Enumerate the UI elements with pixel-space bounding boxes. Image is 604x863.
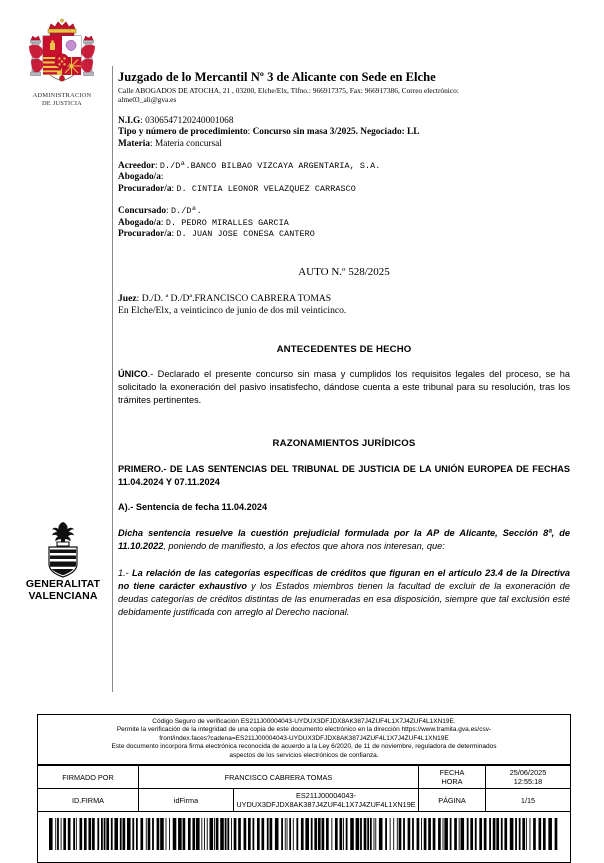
unico-label: ÚNICO bbox=[118, 369, 148, 380]
spain-caption-line2: DE JUSTICIA bbox=[41, 100, 82, 107]
procurador-concursado-row: Procurador/a: D. JUAN JOSE CONESA CANTERO bbox=[118, 229, 315, 240]
csv-line-1: Código Seguro de verificación ES211J00004043-UYDUX3DFJDX8AK387J4ZUF4L1X7J4ZUF4L1XN19E. bbox=[152, 718, 456, 725]
left-margin-column bbox=[0, 0, 112, 700]
id-firma-value-line2: UYDUX3DFJDX8AK387J4ZUF4L1X7J4ZUF4L1XN19E bbox=[236, 800, 416, 810]
materia-label: Materia bbox=[118, 138, 151, 149]
fecha-hora-label bbox=[419, 766, 486, 789]
procedure-metadata bbox=[118, 116, 570, 241]
csv-line-5: aspectos de los servicios electrónicos de confianza. bbox=[229, 751, 379, 759]
judge-row: Juez: D./D. ª D./Dª.FRANCISCO CABRERA TOMAS bbox=[118, 293, 332, 305]
nig-value: 0306547120240001068 bbox=[145, 115, 234, 126]
judge-label: Juez bbox=[118, 293, 137, 305]
punto-uno-rest: y los Estados miembros tienen la facultad de excluir de la exoneración de deudas categorías de créditos distintas de las enumeradas en esa disposición, siempre que tal exclusión esté debidamente justificada con arreglo al Derecho nacional. bbox=[118, 580, 570, 618]
signature-table bbox=[38, 765, 570, 811]
place-date: En Elche/Elx, a veinticinco de junio de dos mil veinticinco. bbox=[118, 305, 347, 317]
auto-number: AUTO N.º 528/2025 bbox=[298, 266, 390, 279]
abogado-concursado-row: Abogado/a: D. PEDRO MIRALLES GARCIA bbox=[118, 217, 289, 228]
metadata-spacer-1 bbox=[118, 150, 570, 161]
table-row-firmado-por bbox=[38, 766, 570, 789]
gva-caption-line1: GENERALITAT bbox=[25, 578, 101, 590]
court-address bbox=[118, 86, 570, 105]
pagina-value: 1/15 bbox=[486, 789, 571, 812]
punto-uno-bold: La relación de las categorías específicas de créditos que figuran en el artículo 23.4 de la Directiva no tiene carácter exhaustivo bbox=[118, 567, 571, 591]
hora-label: HORA bbox=[441, 777, 463, 787]
materia-row: Materia: Materia concursal bbox=[118, 138, 222, 149]
document-body bbox=[118, 0, 570, 620]
fecha-label: FECHA bbox=[439, 768, 465, 778]
abogado-acreedor-label: Abogado/a bbox=[118, 172, 161, 183]
nig-label: N.I.G bbox=[118, 115, 141, 126]
punto-uno-prefix: 1.- bbox=[118, 567, 133, 578]
concursado-label: Concursado bbox=[118, 206, 167, 217]
spain-emblem-caption bbox=[18, 92, 106, 108]
spain-caption-line1: ADMINISTRACION bbox=[32, 92, 92, 99]
dicha-sentencia-bold: Dicha sentencia resuelve la cuestión prejudicial formulada por la AP de Alicante, Sección 8ª, de 11.10.2022 bbox=[118, 528, 570, 552]
id-firma-mid: idFirma bbox=[139, 789, 234, 812]
spain-coat-of-arms-icon bbox=[25, 16, 99, 90]
id-firma-label: ID.FIRMA bbox=[38, 789, 139, 812]
generalitat-valenciana-icon bbox=[35, 520, 91, 578]
nig-row: N.I.G: 0306547120240001068 bbox=[118, 115, 234, 126]
procedure-label: Tipo y número de procedimiento bbox=[118, 127, 248, 138]
csv-line-3: front/index.faces?cadena=ES211J00004043-UYDUX3DFJDX8AK387J4ZUF4L1X7J4ZUF4L1XN19E bbox=[159, 734, 449, 742]
csv-line-2: Permite la verificación de la integridad de una copia de este documento electrónico en la dirección https://www.tramita.gva.es/csv- bbox=[116, 726, 492, 734]
metadata-spacer-2 bbox=[118, 195, 570, 206]
razonamientos-apartado-a: A).- Sentencia de fecha 11.04.2024 bbox=[118, 502, 268, 513]
id-firma-value-line1: ES211J00004043- bbox=[296, 791, 356, 801]
abogado-concursado-value: D. PEDRO MIRALLES GARCIA bbox=[165, 217, 289, 228]
gva-caption bbox=[20, 579, 106, 602]
procurador-concursado-label: Procurador/a bbox=[118, 229, 172, 240]
pagina-label: PÁGINA bbox=[419, 789, 486, 812]
razonamientos-primero: PRIMERO.- DE LAS SENTENCIAS DEL TRIBUNAL DE JUSTICIA DE LA UNIÓN EUROPEA DE FECHAS 11.04.2024 Y 07.11.2024 bbox=[118, 463, 570, 487]
firmado-por-label: FIRMADO POR bbox=[38, 766, 139, 789]
spain-coat-of-arms-block bbox=[18, 16, 106, 108]
dicha-sentencia-rest: , poniendo de manifiesto, a los efectos que ahora nos interesan, que: bbox=[163, 541, 445, 552]
hora-value: 12:55:18 bbox=[513, 777, 543, 787]
unico-text: .- Declarado el presente concurso sin masa y cumplidos los requisitos legales del proceso, se ha solicitado la exoneración del pasivo insatisfecho, dándose cuenta a este tribunal para su resolución, tras los trámites pertinentes. bbox=[118, 369, 570, 406]
abogado-concursado-label: Abogado/a bbox=[118, 217, 161, 228]
generalitat-valenciana-block bbox=[20, 520, 106, 602]
barcode-container bbox=[38, 811, 570, 862]
procurador-concursado-value: D. JUAN JOSE CONESA CANTERO bbox=[176, 229, 315, 240]
paragraph-punto-uno bbox=[118, 567, 570, 620]
razonamientos-heading: RAZONAMIENTOS JURÍDICOS bbox=[272, 437, 416, 449]
table-row-id-firma bbox=[38, 789, 570, 812]
fecha-hora-value bbox=[486, 766, 571, 789]
id-firma-value bbox=[234, 789, 419, 812]
concursado-value: D./Dª. bbox=[170, 206, 202, 217]
procurador-acreedor-value: D. CINTIA LEONOR VELAZQUEZ CARRASCO bbox=[176, 183, 356, 194]
acreedor-value: D./Dª.BANCO BILBAO VIZCAYA ARGENTARIA, S.A. bbox=[159, 161, 381, 172]
antecedentes-heading: ANTECEDENTES DE HECHO bbox=[276, 344, 412, 356]
fecha-value: 25/06/2025 bbox=[509, 768, 547, 778]
gva-caption-line2: VALENCIANA bbox=[28, 589, 98, 602]
firmado-por-name: FRANCISCO CABRERA TOMAS bbox=[139, 766, 419, 789]
verification-barcode-icon bbox=[48, 818, 560, 850]
concursado-row: Concursado: D./Dª. bbox=[118, 206, 202, 217]
acreedor-label: Acreedor bbox=[118, 161, 155, 172]
document-footer bbox=[37, 714, 571, 863]
abogado-acreedor-row: Abogado/a: bbox=[118, 172, 164, 183]
court-title: Juzgado de lo Mercantil Nº 3 de Alicante con Sede en Elche bbox=[118, 70, 436, 84]
procedure-row: Tipo y número de procedimiento: Concurso sin masa 3/2025. Negociado: LL bbox=[118, 127, 420, 138]
csv-verification-block bbox=[38, 715, 570, 765]
judge-block bbox=[118, 293, 570, 317]
judge-name: D./D. ª D./Dª.FRANCISCO CABRERA TOMAS bbox=[141, 293, 332, 305]
csv-line-4: Este documento incorpora firma electrónica reconocida de acuerdo a la Ley 6/2020, de 11 de noviembre, reguladora de determinados bbox=[111, 743, 497, 751]
paragraph-dicha-sentencia bbox=[118, 527, 570, 553]
court-address-line1: Calle ABOGADOS DE ATOCHA, 21 , 03200, Elche/Elx, Tlfno.: 966917375, Fax: 966917386, Correo electrónico: bbox=[118, 86, 459, 95]
court-email: alme03_ali@gva.es bbox=[118, 95, 177, 105]
procedure-value: Concurso sin masa 3/2025. Negociado: LL bbox=[252, 127, 420, 138]
antecedentes-unico-paragraph bbox=[118, 368, 570, 408]
procurador-acreedor-label: Procurador/a bbox=[118, 183, 172, 194]
margin-divider-line bbox=[112, 66, 113, 692]
materia-value: Materia concursal bbox=[154, 138, 222, 149]
acreedor-row: Acreedor: D./Dª.BANCO BILBAO VIZCAYA ARGENTARIA, S.A. bbox=[118, 161, 381, 172]
procurador-acreedor-row: Procurador/a: D. CINTIA LEONOR VELAZQUEZ CARRASCO bbox=[118, 183, 356, 194]
